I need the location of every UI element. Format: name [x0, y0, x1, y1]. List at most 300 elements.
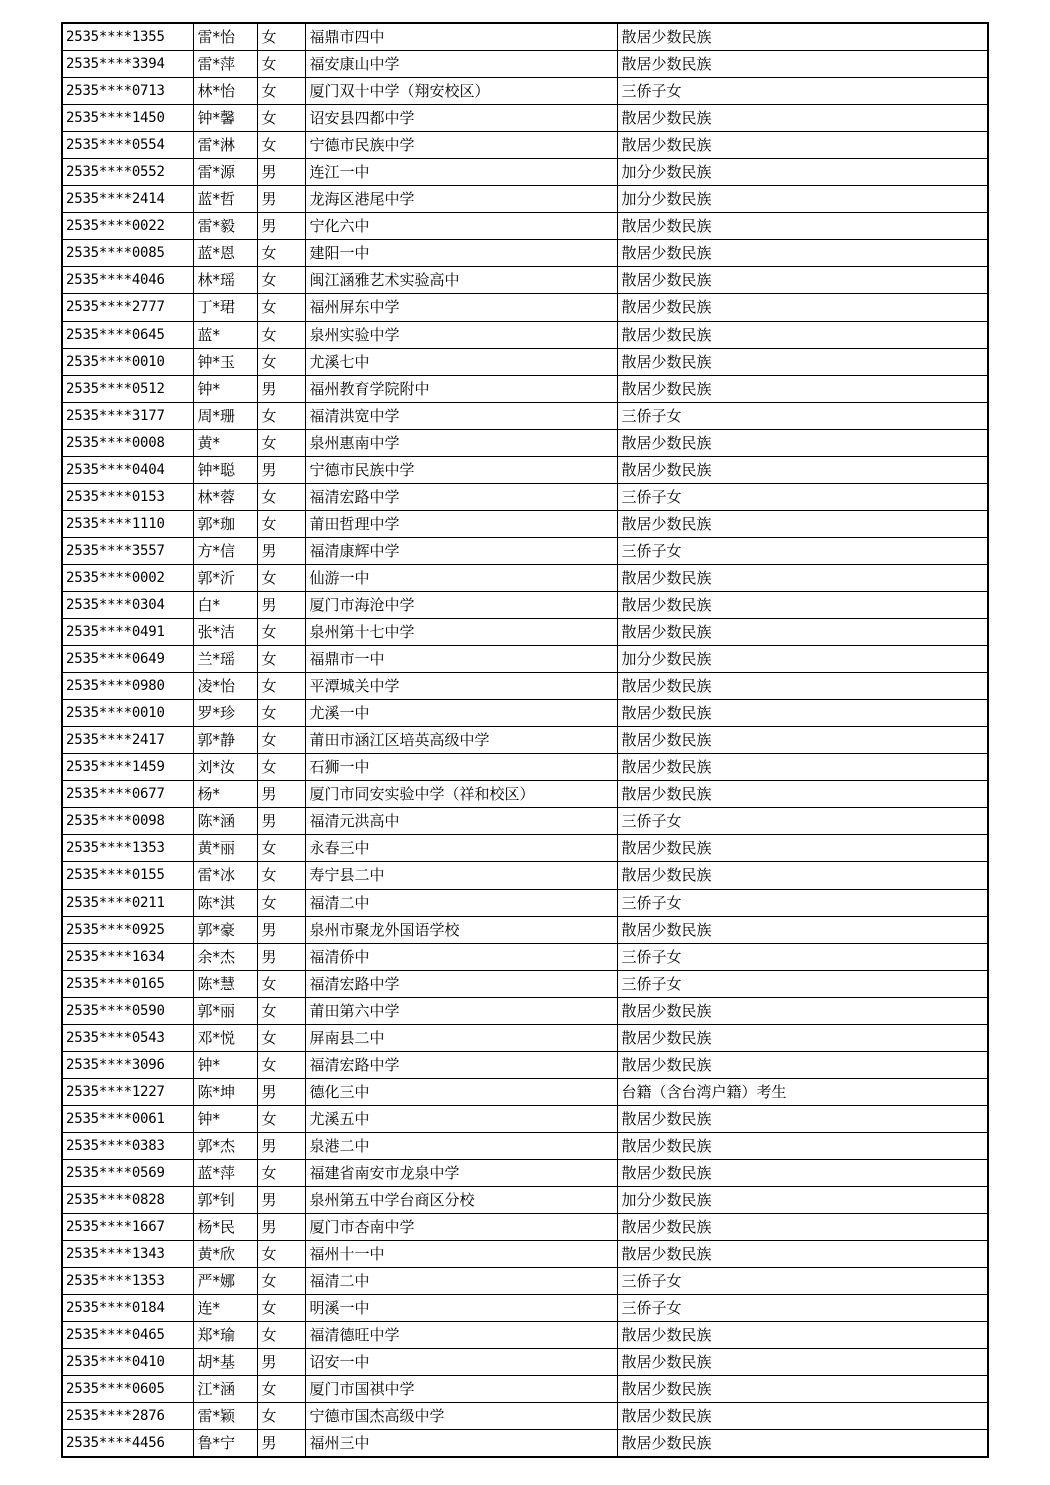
applicant-id-cell: 2535****1343: [62, 1241, 193, 1268]
gender-cell: 女: [257, 429, 305, 456]
gender-cell: 男: [257, 1349, 305, 1376]
gender-cell: 男: [257, 1214, 305, 1241]
category-cell: 散居少数民族: [617, 1430, 988, 1458]
applicant-id-cell: 2535****4046: [62, 267, 193, 294]
table-row: [62, 1159, 988, 1186]
category-cell: 散居少数民族: [617, 754, 988, 781]
applicant-id-cell: 2535****0008: [62, 429, 193, 456]
applicant-id-cell: 2535****1227: [62, 1078, 193, 1105]
category-cell: 散居少数民族: [617, 456, 988, 483]
gender-cell: 女: [257, 105, 305, 132]
gender-cell: 男: [257, 375, 305, 402]
applicant-id-cell: 2535****3096: [62, 1051, 193, 1078]
category-cell: 散居少数民族: [617, 375, 988, 402]
gender-cell: 女: [257, 1159, 305, 1186]
table-row: [62, 1403, 988, 1430]
school-cell: 厦门双十中学（翔安校区）: [305, 78, 617, 105]
gender-cell: 女: [257, 132, 305, 159]
gender-cell: 男: [257, 1078, 305, 1105]
category-cell: 散居少数民族: [617, 1241, 988, 1268]
table-row: [62, 1349, 988, 1376]
gender-cell: 女: [257, 564, 305, 591]
category-cell: 三侨子女: [617, 943, 988, 970]
table-row: [62, 835, 988, 862]
school-cell: 厦门市国祺中学: [305, 1376, 617, 1403]
table-row: [62, 1295, 988, 1322]
gender-cell: 男: [257, 591, 305, 618]
name-cell: 陈*淇: [193, 889, 257, 916]
category-cell: 散居少数民族: [617, 1403, 988, 1430]
applicant-id-cell: 2535****0649: [62, 646, 193, 673]
name-cell: 方*信: [193, 537, 257, 564]
category-cell: 散居少数民族: [617, 348, 988, 375]
name-cell: 郭*珈: [193, 510, 257, 537]
category-cell: 台籍（含台湾户籍）考生: [617, 1078, 988, 1105]
school-cell: 福清宏路中学: [305, 483, 617, 510]
school-cell: 平潭城关中学: [305, 673, 617, 700]
category-cell: 散居少数民族: [617, 213, 988, 240]
school-cell: 福鼎市四中: [305, 23, 617, 51]
name-cell: 凌*怡: [193, 673, 257, 700]
gender-cell: 男: [257, 781, 305, 808]
applicant-id-cell: 2535****0605: [62, 1376, 193, 1403]
school-cell: 福清二中: [305, 889, 617, 916]
school-cell: 福建省南安市龙泉中学: [305, 1159, 617, 1186]
category-cell: 散居少数民族: [617, 1349, 988, 1376]
gender-cell: 男: [257, 213, 305, 240]
name-cell: 周*珊: [193, 402, 257, 429]
table-row: [62, 1241, 988, 1268]
table-row: [62, 1051, 988, 1078]
name-cell: 郭*豪: [193, 916, 257, 943]
table-row: [62, 78, 988, 105]
name-cell: 余*杰: [193, 943, 257, 970]
name-cell: 钟*馨: [193, 105, 257, 132]
table-row: [62, 159, 988, 186]
category-cell: 散居少数民族: [617, 1376, 988, 1403]
category-cell: 散居少数民族: [617, 1214, 988, 1241]
table-row: [62, 700, 988, 727]
school-cell: 龙海区港尾中学: [305, 186, 617, 213]
school-cell: 福清二中: [305, 1268, 617, 1295]
applicant-id-cell: 2535****2417: [62, 727, 193, 754]
gender-cell: 女: [257, 970, 305, 997]
gender-cell: 女: [257, 1241, 305, 1268]
applicant-id-cell: 2535****1667: [62, 1214, 193, 1241]
gender-cell: 女: [257, 997, 305, 1024]
table-row: [62, 754, 988, 781]
school-cell: 福清宏路中学: [305, 1051, 617, 1078]
gender-cell: 女: [257, 673, 305, 700]
table-row: [62, 348, 988, 375]
school-cell: 泉州惠南中学: [305, 429, 617, 456]
category-cell: 散居少数民族: [617, 997, 988, 1024]
school-cell: 莆田市涵江区培英高级中学: [305, 727, 617, 754]
category-cell: 散居少数民族: [617, 132, 988, 159]
category-cell: 散居少数民族: [617, 510, 988, 537]
gender-cell: 男: [257, 808, 305, 835]
applicant-id-cell: 2535****0569: [62, 1159, 193, 1186]
applicant-id-cell: 2535****1450: [62, 105, 193, 132]
category-cell: 三侨子女: [617, 402, 988, 429]
category-cell: 散居少数民族: [617, 1024, 988, 1051]
gender-cell: 女: [257, 1403, 305, 1430]
applicant-id-cell: 2535****1459: [62, 754, 193, 781]
gender-cell: 男: [257, 456, 305, 483]
applicant-id-cell: 2535****0022: [62, 213, 193, 240]
table-row: [62, 402, 988, 429]
gender-cell: 女: [257, 402, 305, 429]
gender-cell: 女: [257, 321, 305, 348]
table-row: [62, 916, 988, 943]
applicant-id-cell: 2535****0165: [62, 970, 193, 997]
category-cell: 散居少数民族: [617, 1132, 988, 1159]
category-cell: 三侨子女: [617, 78, 988, 105]
gender-cell: 女: [257, 862, 305, 889]
applicant-id-cell: 2535****0925: [62, 916, 193, 943]
applicant-id-cell: 2535****0085: [62, 240, 193, 267]
applicant-id-cell: 2535****0554: [62, 132, 193, 159]
applicant-id-cell: 2535****0098: [62, 808, 193, 835]
applicant-id-cell: 2535****2414: [62, 186, 193, 213]
name-cell: 郭*静: [193, 727, 257, 754]
category-cell: 散居少数民族: [617, 429, 988, 456]
category-cell: 三侨子女: [617, 808, 988, 835]
applicant-id-cell: 2535****0980: [62, 673, 193, 700]
applicant-id-cell: 2535****1110: [62, 510, 193, 537]
school-cell: 福鼎市一中: [305, 646, 617, 673]
gender-cell: 女: [257, 1376, 305, 1403]
table-row: [62, 213, 988, 240]
school-cell: 宁化六中: [305, 213, 617, 240]
school-cell: 福清德旺中学: [305, 1322, 617, 1349]
gender-cell: 男: [257, 1430, 305, 1458]
table-row: [62, 591, 988, 618]
gender-cell: 女: [257, 483, 305, 510]
name-cell: 陈*涵: [193, 808, 257, 835]
name-cell: 钟*聪: [193, 456, 257, 483]
name-cell: 罗*珍: [193, 700, 257, 727]
name-cell: 胡*基: [193, 1349, 257, 1376]
gender-cell: 女: [257, 700, 305, 727]
category-cell: 三侨子女: [617, 537, 988, 564]
table-row: [62, 781, 988, 808]
category-cell: 三侨子女: [617, 483, 988, 510]
name-cell: 鲁*宁: [193, 1430, 257, 1458]
school-cell: 寿宁县二中: [305, 862, 617, 889]
table-row: [62, 240, 988, 267]
school-cell: 石狮一中: [305, 754, 617, 781]
category-cell: 三侨子女: [617, 889, 988, 916]
gender-cell: 男: [257, 943, 305, 970]
category-cell: 散居少数民族: [617, 105, 988, 132]
school-cell: 永春三中: [305, 835, 617, 862]
table-row: [62, 483, 988, 510]
table-row: [62, 267, 988, 294]
school-cell: 福州十一中: [305, 1241, 617, 1268]
name-cell: 江*涵: [193, 1376, 257, 1403]
applicant-id-cell: 2535****3394: [62, 51, 193, 78]
category-cell: 三侨子女: [617, 1268, 988, 1295]
gender-cell: 女: [257, 240, 305, 267]
category-cell: 散居少数民族: [617, 23, 988, 51]
applicant-id-cell: 2535****0590: [62, 997, 193, 1024]
applicant-id-cell: 2535****3177: [62, 402, 193, 429]
name-cell: 钟*: [193, 1051, 257, 1078]
school-cell: 宁德市国杰高级中学: [305, 1403, 617, 1430]
table-row: [62, 970, 988, 997]
category-cell: 加分少数民族: [617, 1187, 988, 1214]
applicant-id-cell: 2535****0404: [62, 456, 193, 483]
table-row: [62, 619, 988, 646]
gender-cell: 男: [257, 537, 305, 564]
name-cell: 张*洁: [193, 619, 257, 646]
table-row: [62, 105, 988, 132]
category-cell: 散居少数民族: [617, 619, 988, 646]
applicant-id-cell: 2535****1355: [62, 23, 193, 51]
school-cell: 厦门市杏南中学: [305, 1214, 617, 1241]
applicant-id-cell: 2535****0383: [62, 1132, 193, 1159]
gender-cell: 女: [257, 1024, 305, 1051]
name-cell: 钟*玉: [193, 348, 257, 375]
category-cell: 散居少数民族: [617, 591, 988, 618]
name-cell: 蓝*哲: [193, 186, 257, 213]
table-row: [62, 862, 988, 889]
category-cell: 散居少数民族: [617, 727, 988, 754]
table-row: [62, 51, 988, 78]
school-cell: 诏安县四都中学: [305, 105, 617, 132]
name-cell: 郭*杰: [193, 1132, 257, 1159]
gender-cell: 女: [257, 267, 305, 294]
school-cell: 尤溪一中: [305, 700, 617, 727]
name-cell: 雷*冰: [193, 862, 257, 889]
school-cell: 尤溪五中: [305, 1105, 617, 1132]
table-row: [62, 321, 988, 348]
applicant-id-cell: 2535****0153: [62, 483, 193, 510]
applicant-id-cell: 2535****2876: [62, 1403, 193, 1430]
school-cell: 泉州第十七中学: [305, 619, 617, 646]
school-cell: 尤溪七中: [305, 348, 617, 375]
applicant-id-cell: 2535****0677: [62, 781, 193, 808]
category-cell: 散居少数民族: [617, 1051, 988, 1078]
name-cell: 雷*萍: [193, 51, 257, 78]
gender-cell: 男: [257, 159, 305, 186]
school-cell: 福清侨中: [305, 943, 617, 970]
name-cell: 邓*悦: [193, 1024, 257, 1051]
school-cell: 莆田哲理中学: [305, 510, 617, 537]
applicant-id-cell: 2535****3557: [62, 537, 193, 564]
category-cell: 散居少数民族: [617, 1105, 988, 1132]
name-cell: 黄*: [193, 429, 257, 456]
applicant-id-cell: 2535****0713: [62, 78, 193, 105]
table-row: [62, 943, 988, 970]
gender-cell: 女: [257, 1051, 305, 1078]
name-cell: 白*: [193, 591, 257, 618]
applicant-id-cell: 2535****0155: [62, 862, 193, 889]
name-cell: 严*娜: [193, 1268, 257, 1295]
applicant-id-cell: 2535****1634: [62, 943, 193, 970]
name-cell: 黄*欣: [193, 1241, 257, 1268]
table-row: [62, 375, 988, 402]
name-cell: 杨*: [193, 781, 257, 808]
gender-cell: 女: [257, 1268, 305, 1295]
applicant-id-cell: 2535****0552: [62, 159, 193, 186]
school-cell: 泉州实验中学: [305, 321, 617, 348]
name-cell: 雷*怡: [193, 23, 257, 51]
table-row: [62, 456, 988, 483]
school-cell: 厦门市海沧中学: [305, 591, 617, 618]
name-cell: 林*瑶: [193, 267, 257, 294]
category-cell: 散居少数民族: [617, 321, 988, 348]
category-cell: 散居少数民族: [617, 564, 988, 591]
table-row: [62, 132, 988, 159]
school-cell: 泉港二中: [305, 1132, 617, 1159]
applicant-id-cell: 2535****0491: [62, 619, 193, 646]
name-cell: 郑*瑜: [193, 1322, 257, 1349]
gender-cell: 女: [257, 1295, 305, 1322]
gender-cell: 男: [257, 186, 305, 213]
name-cell: 钟*: [193, 375, 257, 402]
name-cell: 郭*丽: [193, 997, 257, 1024]
gender-cell: 女: [257, 510, 305, 537]
category-cell: 散居少数民族: [617, 673, 988, 700]
table-row: [62, 294, 988, 321]
name-cell: 郭*沂: [193, 564, 257, 591]
gender-cell: 女: [257, 619, 305, 646]
school-cell: 福州屏东中学: [305, 294, 617, 321]
applicant-id-cell: 2535****4456: [62, 1430, 193, 1458]
gender-cell: 女: [257, 727, 305, 754]
category-cell: 散居少数民族: [617, 835, 988, 862]
table-row: [62, 673, 988, 700]
school-cell: 福清元洪高中: [305, 808, 617, 835]
table-row: [62, 997, 988, 1024]
school-cell: 屏南县二中: [305, 1024, 617, 1051]
applicant-id-cell: 2535****0304: [62, 591, 193, 618]
category-cell: 散居少数民族: [617, 700, 988, 727]
school-cell: 德化三中: [305, 1078, 617, 1105]
table-row: [62, 1132, 988, 1159]
table-row: [62, 23, 988, 51]
name-cell: 郭*钊: [193, 1187, 257, 1214]
name-cell: 钟*: [193, 1105, 257, 1132]
table-row: [62, 1376, 988, 1403]
applicant-id-cell: 2535****0828: [62, 1187, 193, 1214]
category-cell: 三侨子女: [617, 970, 988, 997]
category-cell: 散居少数民族: [617, 781, 988, 808]
name-cell: 刘*汝: [193, 754, 257, 781]
name-cell: 陈*坤: [193, 1078, 257, 1105]
gender-cell: 女: [257, 348, 305, 375]
name-cell: 杨*民: [193, 1214, 257, 1241]
table-row: [62, 186, 988, 213]
gender-cell: 男: [257, 916, 305, 943]
category-cell: 散居少数民族: [617, 1159, 988, 1186]
category-cell: 散居少数民族: [617, 916, 988, 943]
applicant-id-cell: 2535****0010: [62, 700, 193, 727]
applicant-id-cell: 2535****0645: [62, 321, 193, 348]
gender-cell: 女: [257, 78, 305, 105]
name-cell: 连*: [193, 1295, 257, 1322]
table-row: [62, 1214, 988, 1241]
gender-cell: 女: [257, 1105, 305, 1132]
applicant-id-cell: 2535****0184: [62, 1295, 193, 1322]
school-cell: 闽江涵雅艺术实验高中: [305, 267, 617, 294]
category-cell: 散居少数民族: [617, 267, 988, 294]
category-cell: 三侨子女: [617, 1295, 988, 1322]
category-cell: 散居少数民族: [617, 862, 988, 889]
name-cell: 陈*慧: [193, 970, 257, 997]
school-cell: 明溪一中: [305, 1295, 617, 1322]
name-cell: 雷*淋: [193, 132, 257, 159]
applicant-id-cell: 2535****0543: [62, 1024, 193, 1051]
table-row: [62, 1430, 988, 1458]
table-row: [62, 537, 988, 564]
applicant-id-cell: 2535****1353: [62, 1268, 193, 1295]
table-row: [62, 646, 988, 673]
gender-cell: 女: [257, 646, 305, 673]
name-cell: 兰*瑶: [193, 646, 257, 673]
name-cell: 雷*毅: [193, 213, 257, 240]
table-row: [62, 429, 988, 456]
school-cell: 宁德市民族中学: [305, 132, 617, 159]
table-row: [62, 1078, 988, 1105]
category-cell: 加分少数民族: [617, 646, 988, 673]
school-cell: 连江一中: [305, 159, 617, 186]
table-row: [62, 510, 988, 537]
name-cell: 林*蓉: [193, 483, 257, 510]
category-cell: 加分少数民族: [617, 186, 988, 213]
applicant-id-cell: 2535****2777: [62, 294, 193, 321]
applicant-id-cell: 2535****1353: [62, 835, 193, 862]
category-cell: 散居少数民族: [617, 240, 988, 267]
school-cell: 福州教育学院附中: [305, 375, 617, 402]
gender-cell: 男: [257, 1132, 305, 1159]
category-cell: 散居少数民族: [617, 51, 988, 78]
category-cell: 加分少数民族: [617, 159, 988, 186]
school-cell: 福清洪宽中学: [305, 402, 617, 429]
gender-cell: 女: [257, 23, 305, 51]
gender-cell: 女: [257, 294, 305, 321]
gender-cell: 女: [257, 889, 305, 916]
gender-cell: 女: [257, 754, 305, 781]
school-cell: 诏安一中: [305, 1349, 617, 1376]
gender-cell: 女: [257, 835, 305, 862]
school-cell: 仙游一中: [305, 564, 617, 591]
school-cell: 福安康山中学: [305, 51, 617, 78]
school-cell: 莆田第六中学: [305, 997, 617, 1024]
applicant-table: [61, 22, 989, 1458]
applicant-table-body: [62, 23, 988, 1457]
school-cell: 宁德市民族中学: [305, 456, 617, 483]
name-cell: 丁*珺: [193, 294, 257, 321]
school-cell: 福州三中: [305, 1430, 617, 1458]
table-row: [62, 1105, 988, 1132]
applicant-id-cell: 2535****0211: [62, 889, 193, 916]
school-cell: 福清宏路中学: [305, 970, 617, 997]
applicant-id-cell: 2535****0002: [62, 564, 193, 591]
table-row: [62, 889, 988, 916]
school-cell: 泉州市聚龙外国语学校: [305, 916, 617, 943]
school-cell: 福清康辉中学: [305, 537, 617, 564]
name-cell: 蓝*恩: [193, 240, 257, 267]
gender-cell: 女: [257, 1322, 305, 1349]
gender-cell: 男: [257, 1187, 305, 1214]
school-cell: 建阳一中: [305, 240, 617, 267]
table-row: [62, 1322, 988, 1349]
applicant-id-cell: 2535****0410: [62, 1349, 193, 1376]
table-row: [62, 808, 988, 835]
